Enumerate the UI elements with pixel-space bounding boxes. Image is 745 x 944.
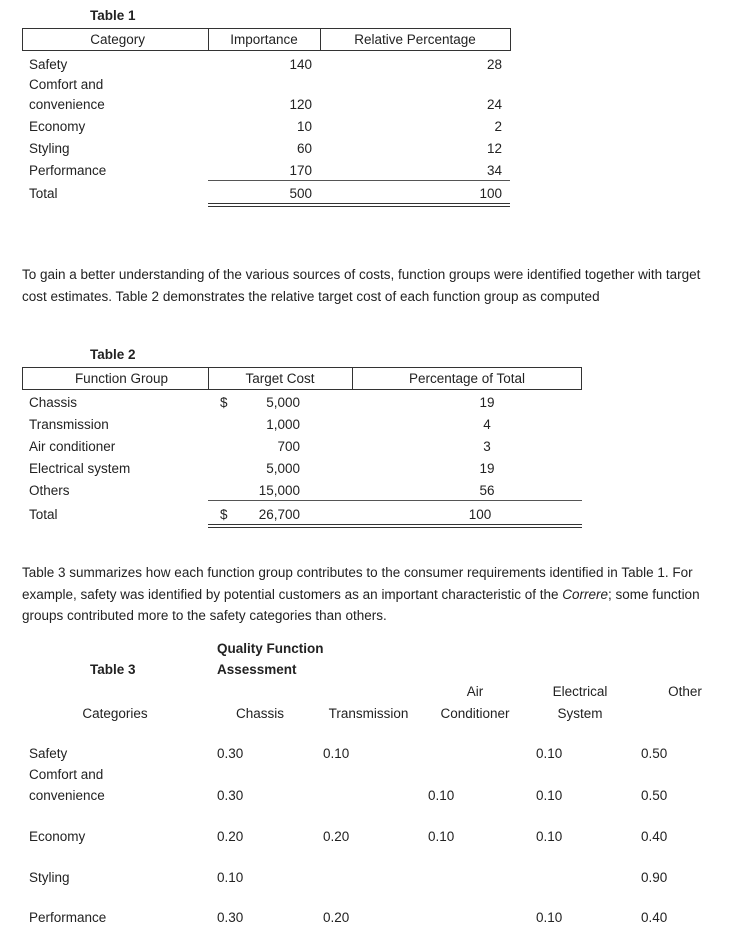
table1-row-label: Economy [29,119,86,134]
table1-header-importance: Importance [230,32,298,47]
table3-cell-other: 0.50 [641,788,668,803]
table3-cell-chassis: 0.30 [217,746,244,761]
table3-header-other: Other [668,684,702,699]
table2-row-percent: 3 [483,439,491,454]
table1-row-importance: 10 [296,119,312,134]
table3-subtitle: Assessment [217,662,297,677]
table2-total-cost: 26,700 [258,507,300,522]
table3-cell-other: 0.50 [641,746,668,761]
table2-currency-symbol: $ [220,395,228,410]
table3-header-chassis: Chassis [235,706,284,721]
table1-total-label: Total [29,186,58,201]
table3-cell-electrical: 0.10 [536,746,563,761]
table3-cell-chassis: 0.30 [217,910,244,925]
table3-cell-electrical: 0.10 [536,788,563,803]
table3-header-electrical: System [557,706,603,721]
table1-row-importance: 140 [289,57,312,72]
table2-header-target-cost: Target Cost [245,371,315,386]
table2-row-cost: 700 [277,439,300,454]
table3-cell-chassis: 0.10 [217,870,244,885]
table2-total-double-rule [208,524,582,528]
table3-header-air: Air [466,684,484,699]
table2-title: Table 2 [90,347,136,362]
table2-row-label: Chassis [29,395,78,410]
table1-total-percentage: 100 [479,186,502,201]
table3-title: Table 3 [90,662,136,677]
table1-total-double-rule [208,203,510,207]
table1-row-percentage: 12 [486,141,502,156]
table2-row-label: Transmission [29,417,109,432]
table3-row-label: Economy [29,829,86,844]
table1-header-category: Category [90,32,145,47]
table1-title: Table 1 [90,8,136,23]
table2-subtotal-rule [208,500,582,501]
table2-row-percent: 19 [479,395,495,410]
table1-row-percentage: 24 [486,97,502,112]
table2-row-cost: 15,000 [258,483,300,498]
table1-row-label: Styling [29,141,70,156]
table3-cell-other: 0.40 [641,910,668,925]
table1-row-label: Comfort and [29,77,104,92]
table1-row-label: convenience [29,97,105,112]
table3-header-electrical: Electrical [552,684,608,699]
table2-total-label: Total [29,507,58,522]
table3-cell-transmission: 0.20 [323,829,350,844]
table3-row-label: convenience [29,788,105,803]
table3-row-label: Styling [29,870,70,885]
table1-total-importance: 500 [289,186,312,201]
table2-row-cost: 5,000 [266,461,300,476]
table3-row-label: Comfort and [29,767,104,782]
paragraph-intro-function-groups: To gain a better understanding of the various sources of costs, function groups were identified together with target cost estimates. Table 2 demonstrates the relative target cost of each function group as computed [22,267,701,304]
table3-cell-air: 0.10 [428,829,455,844]
paragraph-table3-summary [22,562,727,627]
table1-row-percentage: 2 [494,119,502,134]
table3-cell-transmission: 0.10 [323,746,350,761]
table3-cell-chassis: 0.30 [217,788,244,803]
table1-row-importance: 170 [289,163,312,178]
table2-total-percent: 100 [468,507,492,522]
table2-header-function-group: Function Group [74,371,168,386]
table3-cell-electrical: 0.10 [536,910,563,925]
table1-row-label: Safety [29,57,68,72]
table3-cell-chassis: 0.20 [217,829,244,844]
table3-header-transmission: Transmission [328,706,409,721]
table1-row-percentage: 28 [486,57,502,72]
table3-cell-other: 0.40 [641,829,668,844]
table1-header-percentage: Relative Percentage [354,32,476,47]
table1-row-importance: 120 [289,97,312,112]
table2-row-percent: 56 [479,483,495,498]
table3-cell-transmission: 0.20 [323,910,350,925]
table3-cell-other: 0.90 [641,870,668,885]
table2-currency-symbol: $ [220,507,228,522]
table1-row-percentage: 34 [486,163,502,178]
table1-subtotal-rule [208,180,510,181]
table2-row-label: Electrical system [29,461,131,476]
table2-row-percent: 19 [479,461,495,476]
table2-row-cost: 5,000 [266,395,300,410]
table3-subtitle: Quality Function [217,641,324,656]
paragraph-table3-text-after: ; some function groups contributed more to the safety categories than others. [22,586,700,623]
table3-row-label: Performance [29,910,107,925]
table3-header-air: Conditioner [440,706,510,721]
table3-cell-electrical: 0.10 [536,829,563,844]
paragraph-table3-text-before: Table 3 summarizes how each function group contributes to the consumer requirements identified in Table 1. For example, safety was identified by potential customers as an important characteristic of the [22,565,693,602]
table2-row-label: Air conditioner [29,439,116,454]
table3-header-categories: Categories [82,706,148,721]
table3-cell-air: 0.10 [428,788,455,803]
table3-row-label: Safety [29,746,68,761]
table2-row-percent: 4 [483,417,491,432]
table2-row-label: Others [29,483,70,498]
table2-row-cost: 1,000 [266,417,300,432]
table2-header-percentage: Percentage of Total [408,371,526,386]
table1-row-label: Performance [29,163,107,178]
paragraph-table3-italic-name: Correre [562,586,609,602]
table1-row-importance: 60 [296,141,312,156]
